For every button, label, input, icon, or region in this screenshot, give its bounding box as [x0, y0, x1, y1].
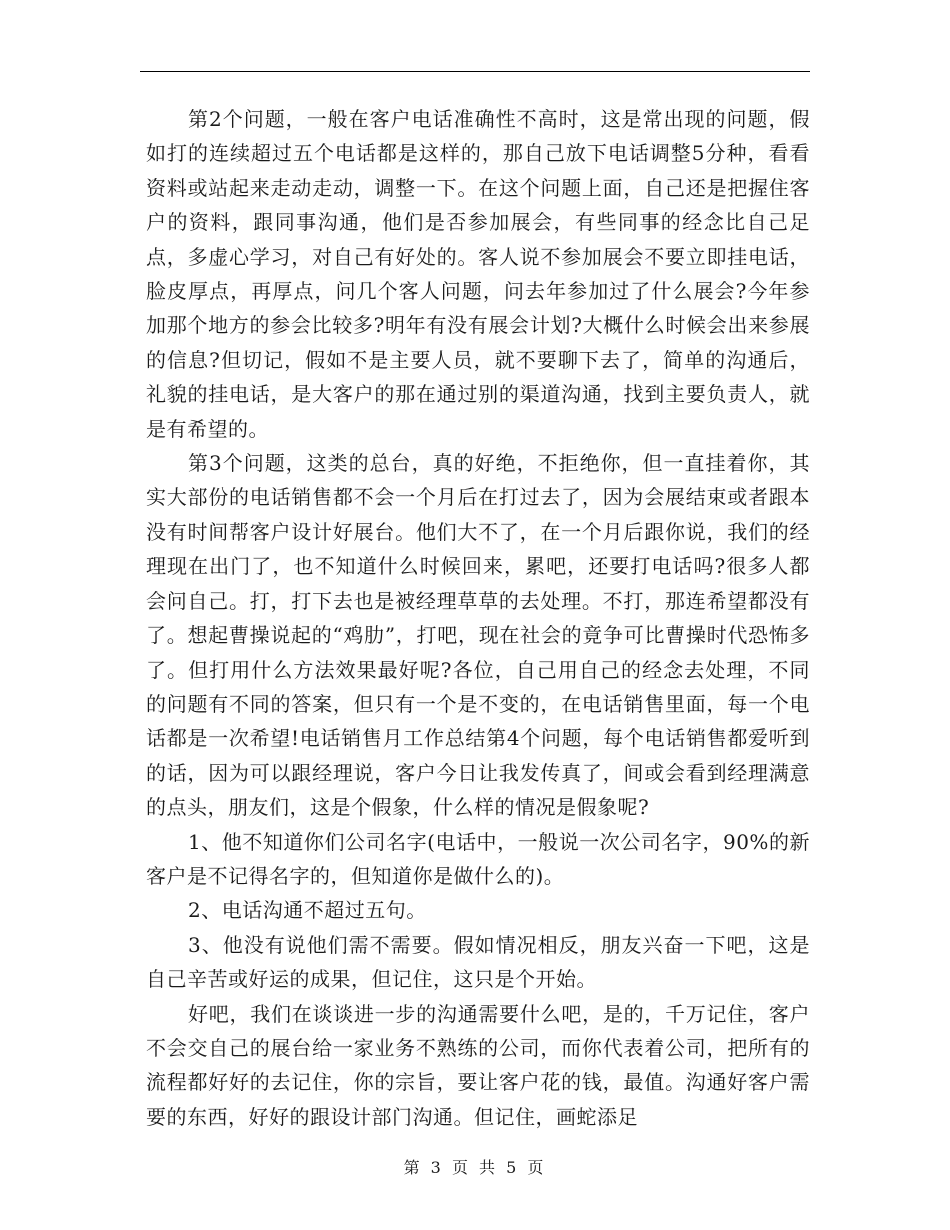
- paragraph-list-item-3: 3、他没有说他们需不需要。假如情况相反，朋友兴奋一下吧，这是自己辛苦或好运的成果，但记住，这只是个开始。: [146, 932, 810, 992]
- body-text: [146, 102, 810, 1134]
- paragraph-list-item-1: 1、他不知道你们公司名字(电话中，一般说一次公司名字，90%的新客户是不记得名字的，但知道你是做什么的)。: [146, 829, 810, 888]
- paragraph-follow-up: 好吧，我们在谈谈进一步的沟通需要什么吧，是的，千万记住，客户不会交自己的展台给一家业务不熟练的公司，而你代表着公司，把所有的流程都好好的去记住，你的宗旨，要让客户花的钱，最值。沟通好客户需要的东西，好好的跟设计部门沟通。但记住，画蛇添足: [146, 1001, 810, 1129]
- header-rule: [140, 71, 810, 72]
- page-number-footer: 第 3 页 共 5 页: [403, 1158, 547, 1177]
- paragraph-list-item-2: 2、电话沟通不超过五句。: [188, 898, 427, 923]
- paragraph-problem-2: 第2个问题，一般在客户电话准确性不高时，这是常出现的问题，假如打的连续超过五个电话都是这样的，那自己放下电话调整5分种，看看资料或站起来走动走动，调整一下。在这个问题上面，自己还是把握住客户的资料，跟同事沟通，他们是否参加展会，有些同事的经念比自己足点，多虚心学习，对自己有好处的。客人说不参加展会不要立即挂电话，脸皮厚点，再厚点，问几个客人问题，问去年参加过了什么展会?今年参加那个地方的参会比较多?明年有没有展会计划?大概什么时候会出来参展的信息?但切记，假如不是主要人员，就不要聊下去了，简单的沟通后，礼貌的挂电话，是大客户的那在通过别的渠道沟通，找到主要负责人，就是有希望的。: [146, 107, 810, 441]
- paragraph-problem-3: 第3个问题，这类的总台，真的好绝，不拒绝你，但一直挂着你，其实大部份的电话销售都不会一个月后在打过去了，因为会展结束或者跟本没有时间帮客户设计好展台。他们大不了，在一个月后跟你说，我们的经理现在出门了，也不知道什么时候回来，累吧，还要打电话吗?很多人都会问自己。打，打下去也是被经理草草的去处理。不打，那连希望都没有了。想起曹操说起的“鸡肋”，打吧，现在社会的竟争可比曹操时代恐怖多了。但打用什么方法效果最好呢?各位，自己用自己的经念去处理，不同的问题有不同的答案，但只有一个是不变的，在电话销售里面，每一个电话都是一次希望!电话销售月工作总结第4个问题，每个电话销售都爱听到的话，因为可以跟经理说，客户今日让我发传真了，间或会看到经理满意的点头，朋友们，这是个假象，什么样的情况是假象呢?: [146, 451, 810, 820]
